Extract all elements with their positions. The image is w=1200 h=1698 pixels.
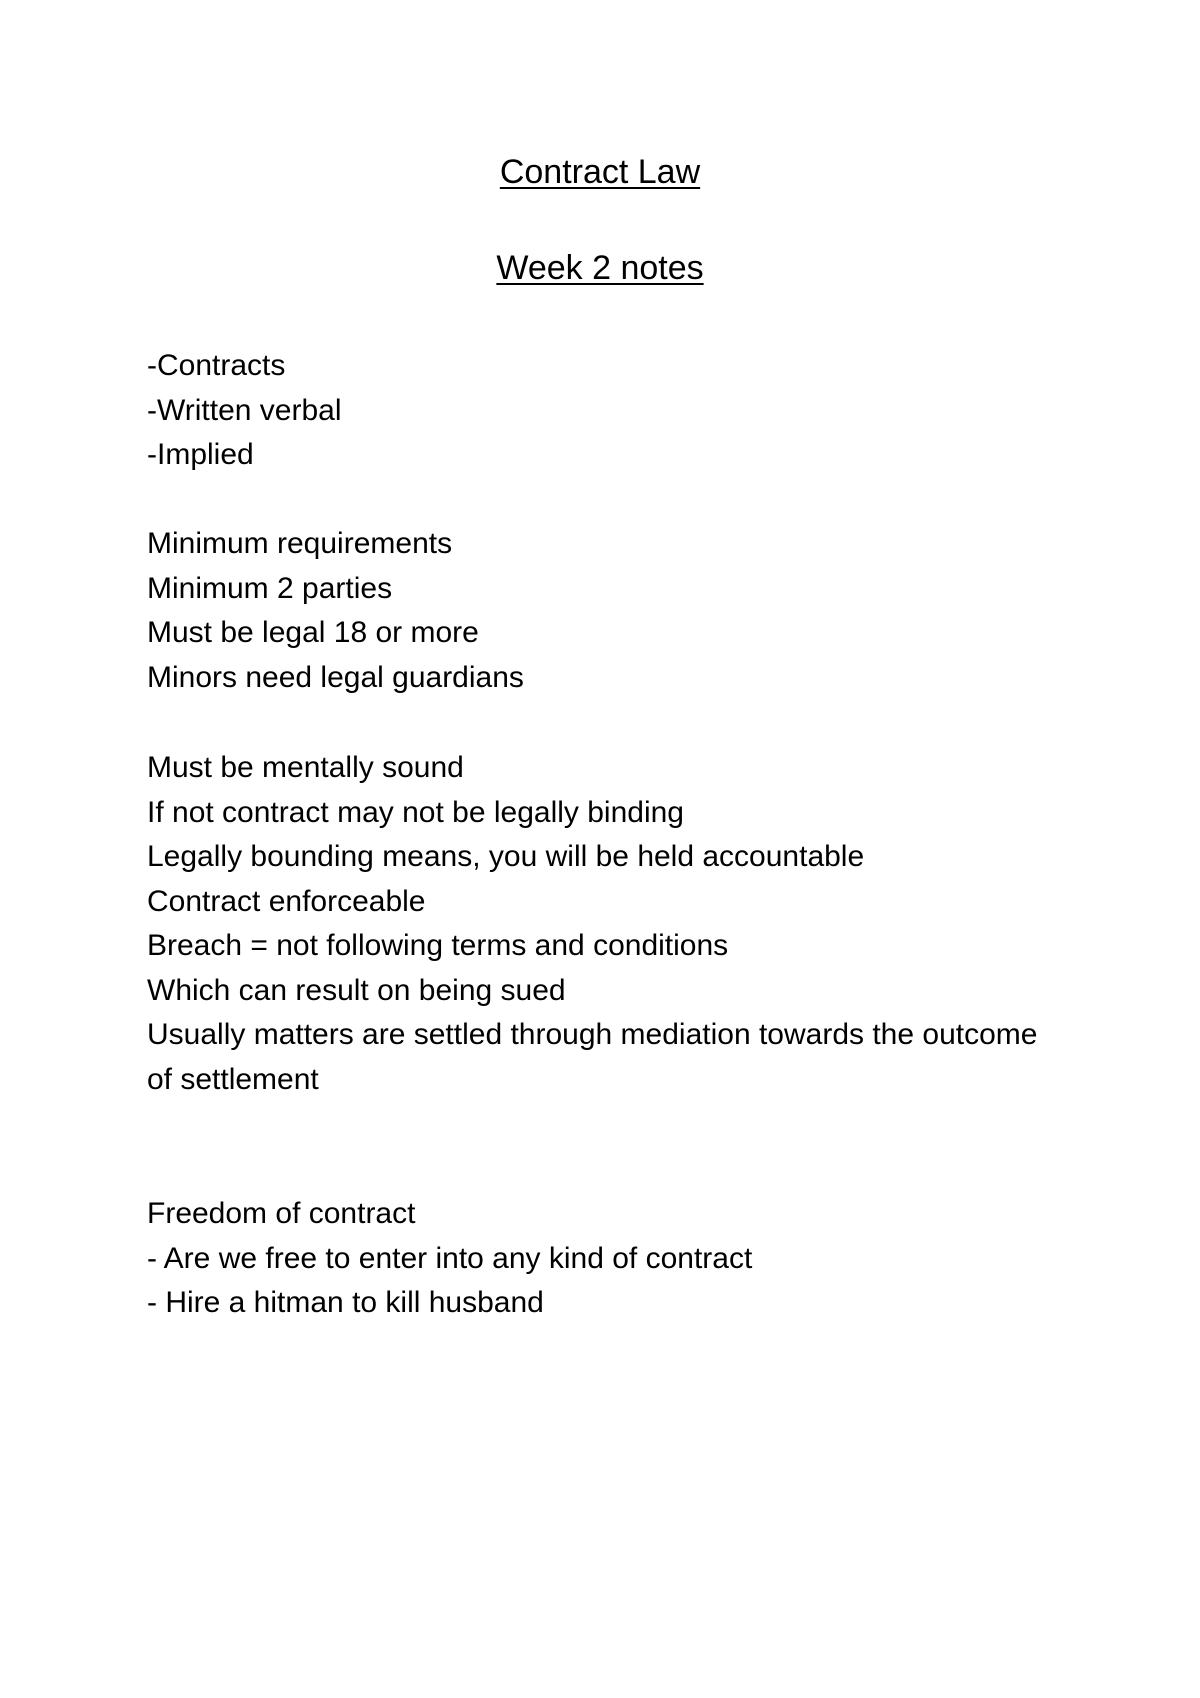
note-line: Minimum 2 parties bbox=[147, 571, 393, 605]
note-line: -Contracts bbox=[147, 349, 286, 382]
note-line: Must be legal 18 or more bbox=[147, 616, 479, 649]
document-title bbox=[0, 152, 1200, 192]
note-line: -Implied bbox=[147, 438, 254, 471]
freedom-of-contract-section bbox=[147, 1192, 1047, 1326]
note-line: Usually matters are settled through mediation towards the outcome of settlement bbox=[147, 1018, 1038, 1096]
document-subtitle bbox=[0, 248, 1200, 288]
mental-soundness-section bbox=[147, 746, 1047, 1102]
contract-types-section bbox=[147, 344, 1047, 478]
note-line: -Written verbal bbox=[147, 393, 342, 427]
note-line: Which can result on being sued bbox=[147, 973, 566, 1007]
note-line: Must be mentally sound bbox=[147, 751, 464, 784]
note-line: If not contract may not be legally binding bbox=[147, 795, 684, 829]
note-line: Breach = not following terms and conditions bbox=[147, 929, 729, 962]
note-line: - Are we free to enter into any kind of contract bbox=[147, 1241, 753, 1275]
minimum-requirements-section bbox=[147, 522, 1047, 700]
note-line: Contract enforceable bbox=[147, 884, 426, 918]
document-title-text: Contract Law bbox=[499, 153, 701, 191]
note-line: Legally bounding means, you will be held accountable bbox=[147, 840, 865, 873]
document-subtitle-text: Week 2 notes bbox=[496, 249, 704, 287]
note-line: - Hire a hitman to kill husband bbox=[147, 1286, 544, 1319]
note-line: Minimum requirements bbox=[147, 527, 453, 560]
note-line: Freedom of contract bbox=[147, 1197, 416, 1230]
note-line: Minors need legal guardians bbox=[147, 660, 524, 694]
